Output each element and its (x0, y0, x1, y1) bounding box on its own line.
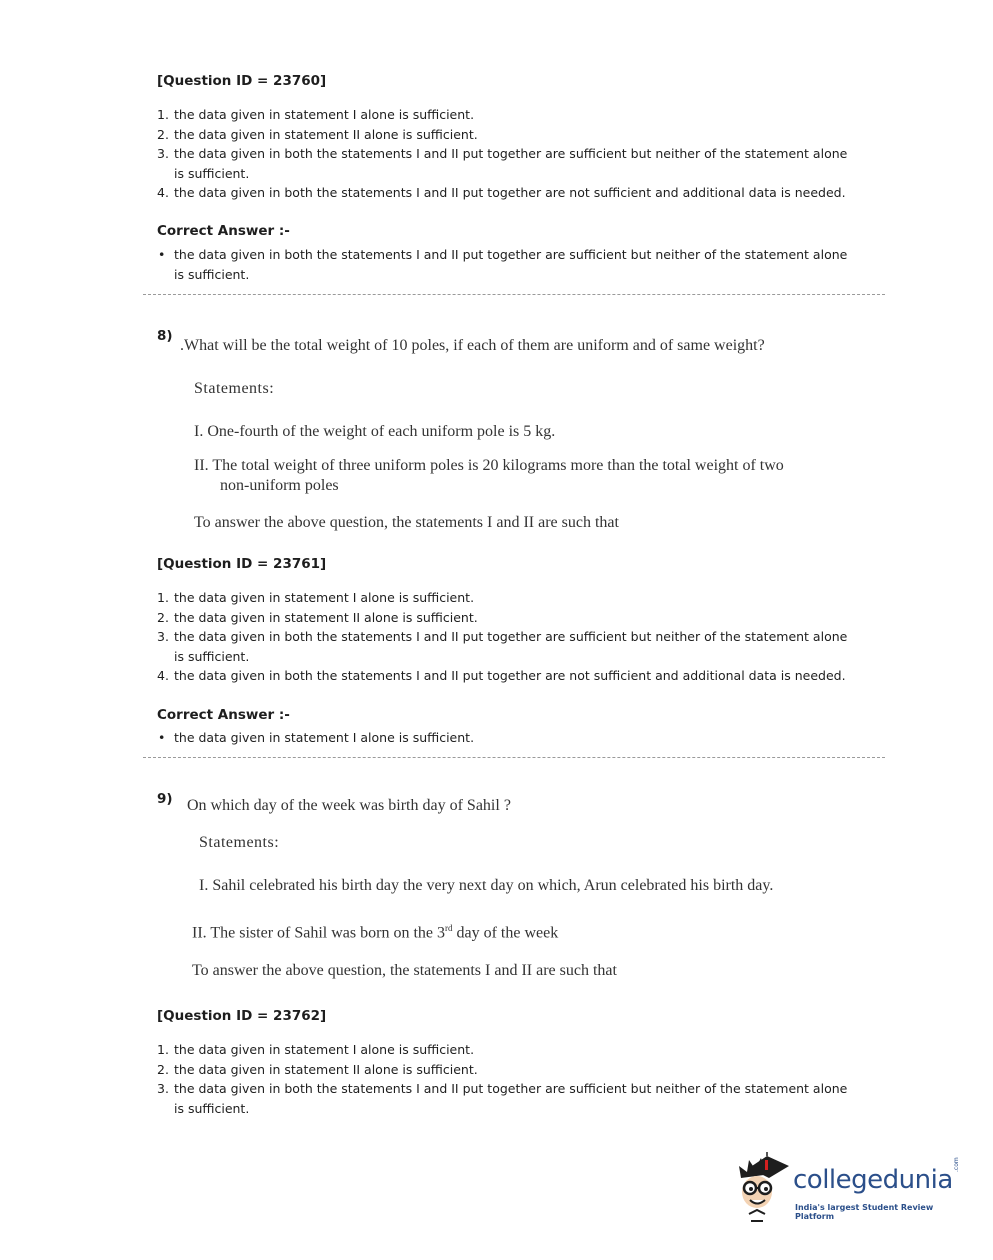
mascot-icon (735, 1152, 793, 1224)
statement-2-q9: II. The sister of Sahil was born on the 3rd day of the week (192, 923, 559, 942)
question-id-23761: [Question ID = 23761] (157, 556, 327, 572)
option-4: 4. the data given in both the statements I and II put together are not sufficient and additional data is needed. (157, 668, 846, 683)
prompt-q8: To answer the above question, the statements I and II are such that (194, 514, 619, 531)
statement-2-q8-line2: non-uniform poles (220, 477, 339, 494)
option-1: 1. the data given in statement I alone is sufficient. (157, 107, 475, 122)
option-2: 2. the data given in statement II alone is sufficient. (157, 609, 478, 625)
statement-1-q8: I. One-fourth of the weight of each uniform pole is 5 kg. (194, 423, 556, 440)
option-2: 2. the data given in statement II alone is sufficient. (157, 126, 478, 142)
logo-tagline: India's largest Student Review Platform (795, 1203, 934, 1221)
divider (143, 757, 885, 758)
option-2: 2. the data given in statement II alone is sufficient. (157, 1061, 478, 1077)
correct-answer-text: • the data given in statement I alone is sufficient. (157, 728, 857, 748)
divider (143, 294, 885, 295)
correct-answer-text: • the data given in both the statements I and II put together are sufficient but neither of the statement alone is sufficient. (158, 247, 848, 282)
statement-1-q9: I. Sahil celebrated his birth day the very next day on which, Arun celebrated his birth day. (199, 877, 774, 894)
option-3: 3. the data given in both the statements I and II put together are sufficient but neither of the statement alone is sufficient. (157, 629, 848, 664)
logo-wordmark: collegedunia (793, 1165, 953, 1195)
question-text-8: .What will be the total weight of 10 poles, if each of them are uniform and of same weight? (180, 337, 765, 354)
question-number-9: 9) (157, 791, 173, 807)
options-list-23761 (157, 588, 857, 686)
option-1: 1. the data given in statement I alone is sufficient. (157, 590, 475, 605)
correct-answer-label: Correct Answer :- (157, 223, 290, 239)
prompt-q9: To answer the above question, the statements I and II are such that (192, 962, 617, 979)
question-number-8: 8) (157, 328, 173, 344)
question-id-23762: [Question ID = 23762] (157, 1008, 327, 1024)
option-4: 4. the data given in both the statements I and II put together are not sufficient and additional data is needed. (157, 185, 846, 200)
bullet: • (158, 730, 166, 745)
statements-heading-9: Statements: (199, 834, 280, 851)
options-list-23760 (157, 105, 857, 203)
option-3: 3. the data given in both the statements I and II put together are sufficient but neither of the statement alone is sufficient. (157, 146, 848, 181)
logo-suffix: .com (953, 1157, 960, 1172)
option-3: 3. the data given in both the statements I and II put together are sufficient but neither of the statement alone is sufficient. (157, 1081, 848, 1116)
bullet: • (158, 247, 166, 262)
question-text-9: On which day of the week was birth day of Sahil ? (187, 797, 511, 814)
statements-heading-8: Statements: (194, 380, 275, 397)
question-id-23760: [Question ID = 23760] (157, 73, 327, 89)
correct-answer-label: Correct Answer :- (157, 707, 290, 723)
collegedunia-logo (735, 1152, 965, 1224)
options-list-23762 (157, 1040, 857, 1118)
option-1: 1. the data given in statement I alone is sufficient. (157, 1042, 475, 1057)
statement-2-q8-line1: II. The total weight of three uniform poles is 20 kilograms more than the total weight of two (194, 457, 784, 474)
